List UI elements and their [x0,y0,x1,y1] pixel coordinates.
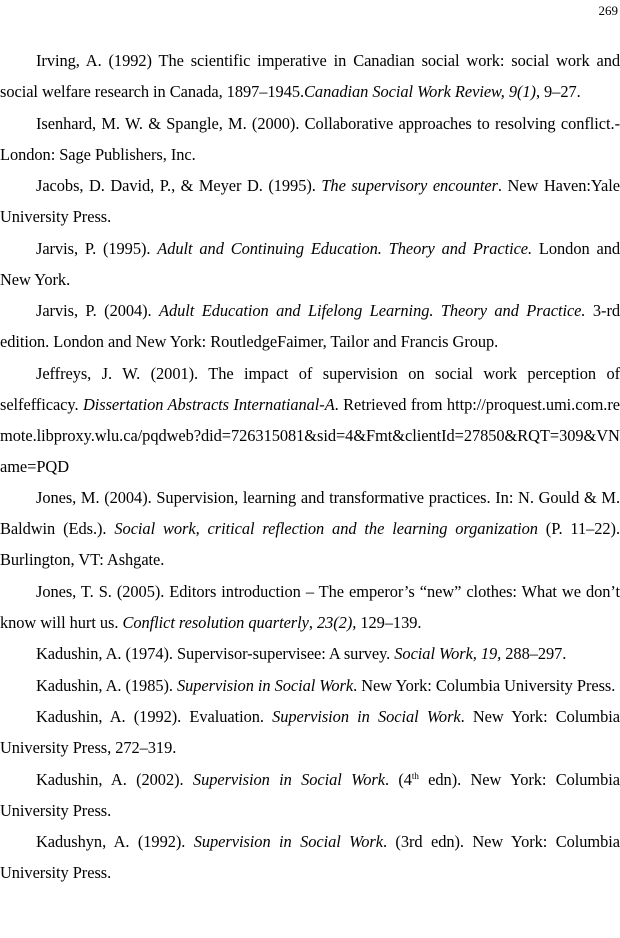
reference-entry: Jacobs, D. David, P., & Meyer D. (1995). The supervisory encounter. New Haven:Yale University Press. [0,176,620,226]
reference-entry: Isenhard, M. W. & Spangle, M. (2000). Collaborative approaches to resolving conflict.- London: Sage Publishers, Inc. [0,113,620,164]
reference-list [0,45,620,889]
reference-url: http://proquest.umi.com.remote.libproxy.wlu.ca/pqdweb?did=726315081&sid=4&Fmt&clientId=27850&RQT=309&VName=PQD [0,394,620,476]
reference-entry: Jones, T. S. (2005). Editors introduction – The emperor’s “new” clothes: What we don’t know will hurt us. Conflict resolution quarterly, 23(2), 129–139. [0,581,620,632]
reference-entry: Kadushyn, A. (1992). Supervision in Social Work. (3rd edn). New York: Columbia University Press. [0,832,620,882]
reference-entry: Jones, M. (2004). Supervision, learning and transformative practices. In: N. Gould & M. Baldwin (Eds.). Social work, critical reflection and the learning organization (P. 11–22). Burlington, VT: Ashgate. [0,488,620,569]
reference-entry: Kadushin, A. (2002). Supervision in Social Work. (4th edn). New York: Columbia University Press. [0,769,620,820]
page-number: 269 [598,3,618,18]
reference-entry: Jarvis, P. (1995). Adult and Continuing Education. Theory and Practice. London and New York. [0,238,620,289]
reference-entry: Irving, A. (1992) The scientific imperative in Canadian social work: social work and social welfare research in Canada, 1897–1945.Canadian Social Work Review, 9(1), 9–27. [0,51,620,101]
reference-entry: Jeffreys, J. W. (2001). The impact of supervision on social work perception of selfefficacy. Dissertation Abstracts Internatianal-A. Retrieved from http://proquest.umi.com.remote.libproxy.wlu.ca/pqdweb?did=726315081&sid=4&Fmt&clientId=27850&RQT=309&VName=PQD [0,363,620,476]
reference-entry: Kadushin, A. (1985). Supervision in Social Work. New York: Columbia University Press. [36,675,616,695]
reference-entry: Kadushin, A. (1974). Supervisor-supervisee: A survey. Social Work, 19, 288–297. [36,644,567,663]
reference-entry: Kadushin, A. (1992). Evaluation. Supervision in Social Work. New York: Columbia University Press, 272–319. [0,707,620,757]
reference-entry: Jarvis, P. (2004). Adult Education and Lifelong Learning. Theory and Practice. 3-rd edition. London and New York: RoutledgeFaimer, Tailor and Francis Group. [0,301,620,351]
